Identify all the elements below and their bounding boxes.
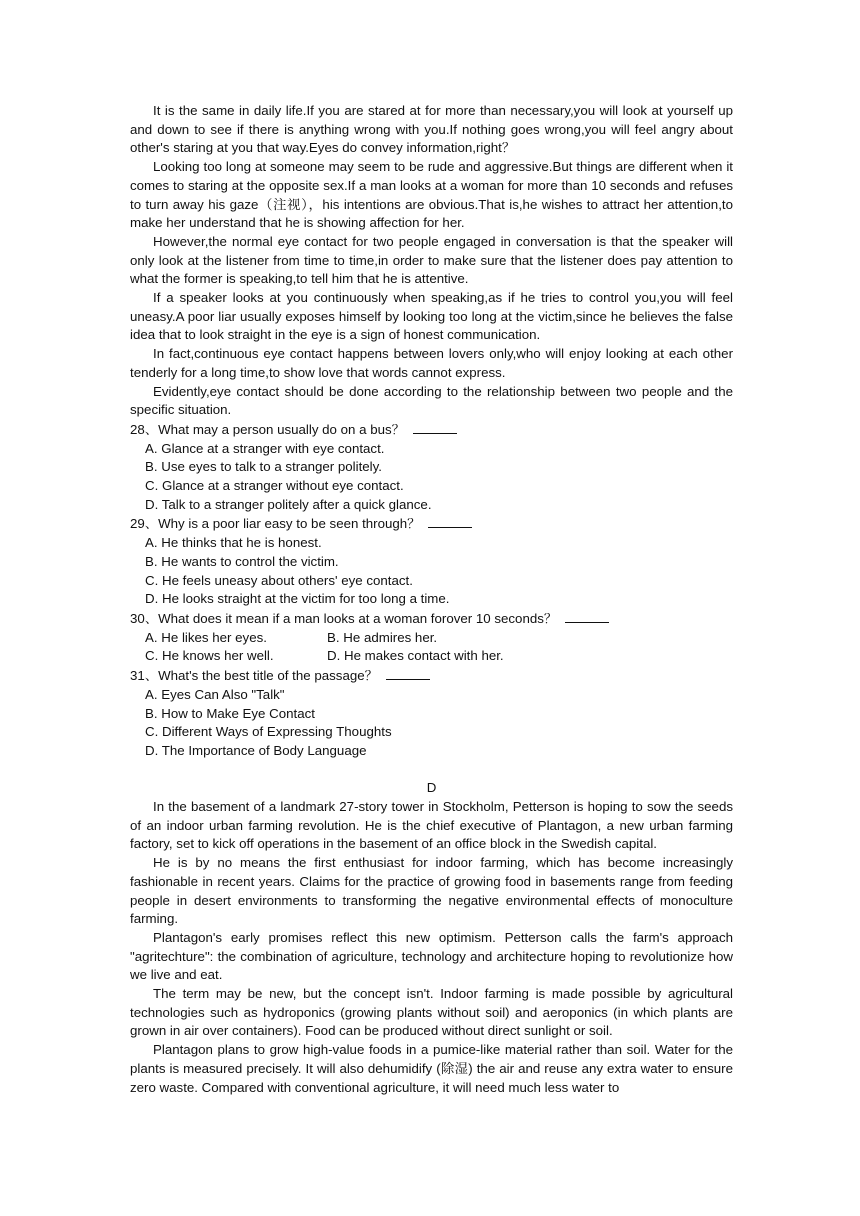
option: B. He wants to control the victim. xyxy=(145,553,339,569)
question-31 xyxy=(130,666,733,761)
question-stem: 30、What does it mean if a man looks at a woman forover 10 seconds？ xyxy=(130,610,558,626)
option: A. Eyes Can Also "Talk" xyxy=(145,686,285,702)
document-page xyxy=(130,102,733,1097)
option: D. Talk to a stranger politely after a quick glance. xyxy=(145,496,432,512)
question-stem: 31、What's the best title of the passage？ xyxy=(130,668,378,684)
question-30 xyxy=(130,609,733,666)
paragraph: Plantagon plans to grow high-value foods in a pumice-like material rather than soil. Water for the plants is measured precisely. It will also dehumidify (除湿) the air and reuse any extra water to ensure zero waste. Compared with conventional agriculture, it will need much less water to xyxy=(130,1042,733,1095)
answer-blank[interactable] xyxy=(428,514,472,528)
option: C. Glance at a stranger without eye contact. xyxy=(145,478,404,494)
paragraph: If a speaker looks at you continuously when speaking,as if he tries to control you,you will feel uneasy.A poor liar usually exposes himself by looking too long at the victim,since he believes the false idea that to look straight in the eye is a sign of honest communication. xyxy=(130,290,733,343)
option: D. He looks straight at the victim for too long a time. xyxy=(145,591,450,607)
paragraph: In the basement of a landmark 27-story tower in Stockholm, Petterson is hoping to sow the seeds of an indoor urban farming revolution. He is the chief executive of Plantagon, a new urban farming factory, set to kick off operations in the basement of an office block in the Swedish capital. xyxy=(130,799,733,852)
answer-blank[interactable] xyxy=(413,420,457,434)
answer-blank[interactable] xyxy=(386,666,430,680)
passage-c xyxy=(130,102,733,420)
paragraph: However,the normal eye contact for two people engaged in conversation is that the speaker will only look at the listener from time to time,in order to make sure that the listener does pay attention to what the former is speaking,to tell him that he is attentive. xyxy=(130,233,733,287)
answer-blank[interactable] xyxy=(565,609,609,623)
option: D. He makes contact with her. xyxy=(327,648,504,664)
option: A. He likes her eyes. xyxy=(145,629,267,645)
paragraph: He is by no means the first enthusiast for indoor farming, which has become increasingly fashionable in recent years. Claims for the practice of growing food in basements range from feeding people in desert environments to transforming the negative environmental effects of monoculture farming. xyxy=(130,855,733,927)
blank-line xyxy=(130,761,733,780)
option: B. He admires her. xyxy=(327,629,438,645)
question-28 xyxy=(130,420,733,515)
passage-d xyxy=(130,779,733,1097)
question-stem: 28、What may a person usually do on a bus？ xyxy=(130,421,405,437)
option: C. He feels uneasy about others' eye contact. xyxy=(145,572,413,588)
option: C. Different Ways of Expressing Thoughts xyxy=(145,724,392,740)
option: D. The Importance of Body Language xyxy=(145,742,367,758)
paragraph: Looking too long at someone may seem to be rude and aggressive.But things are different when it comes to staring at the opposite sex.If a man looks at a woman for more than 10 seconds and refuses to turn away his gaze（注视），his intentions are obvious.That is,he wishes to attract her attention,to make her understand that he is showing affection for her. xyxy=(130,159,733,231)
option: B. Use eyes to talk to a stranger politely. xyxy=(145,459,382,475)
option: B. How to Make Eye Contact xyxy=(145,705,315,721)
option-row xyxy=(145,647,733,666)
question-29 xyxy=(130,514,733,609)
paragraph: It is the same in daily life.If you are stared at for more than necessary,you will look at yourself up and down to see if there is anything wrong with you.If nothing goes wrong,you will feel angry about other's staring at you that way.Eyes do convey information,right？ xyxy=(130,103,733,156)
paragraph: Evidently,eye contact should be done according to the relationship between two people and the specific situation. xyxy=(130,383,733,418)
paragraph: The term may be new, but the concept isn't. Indoor farming is made possible by agricultural technologies such as hydroponics (growing plants without soil) and aeroponics (in which plants are grown in air over containers). Food can be produced without direct sunlight or soil. xyxy=(130,986,733,1039)
question-stem: 29、Why is a poor liar easy to be seen through？ xyxy=(130,516,421,532)
paragraph: In fact,continuous eye contact happens between lovers only,who will enjoy looking at each other tenderly for a long time,to show love that words cannot express. xyxy=(130,346,733,380)
section-heading: D xyxy=(426,780,437,796)
option: C. He knows her well. xyxy=(145,648,274,664)
option: A. Glance at a stranger with eye contact. xyxy=(145,440,385,456)
paragraph: Plantagon's early promises reflect this new optimism. Petterson calls the farm's approach "agritechture": the combination of agriculture, technology and architecture hoping to revolutionize how we live and eat. xyxy=(130,929,733,983)
option: A. He thinks that he is honest. xyxy=(145,535,322,551)
option-row xyxy=(145,629,733,648)
